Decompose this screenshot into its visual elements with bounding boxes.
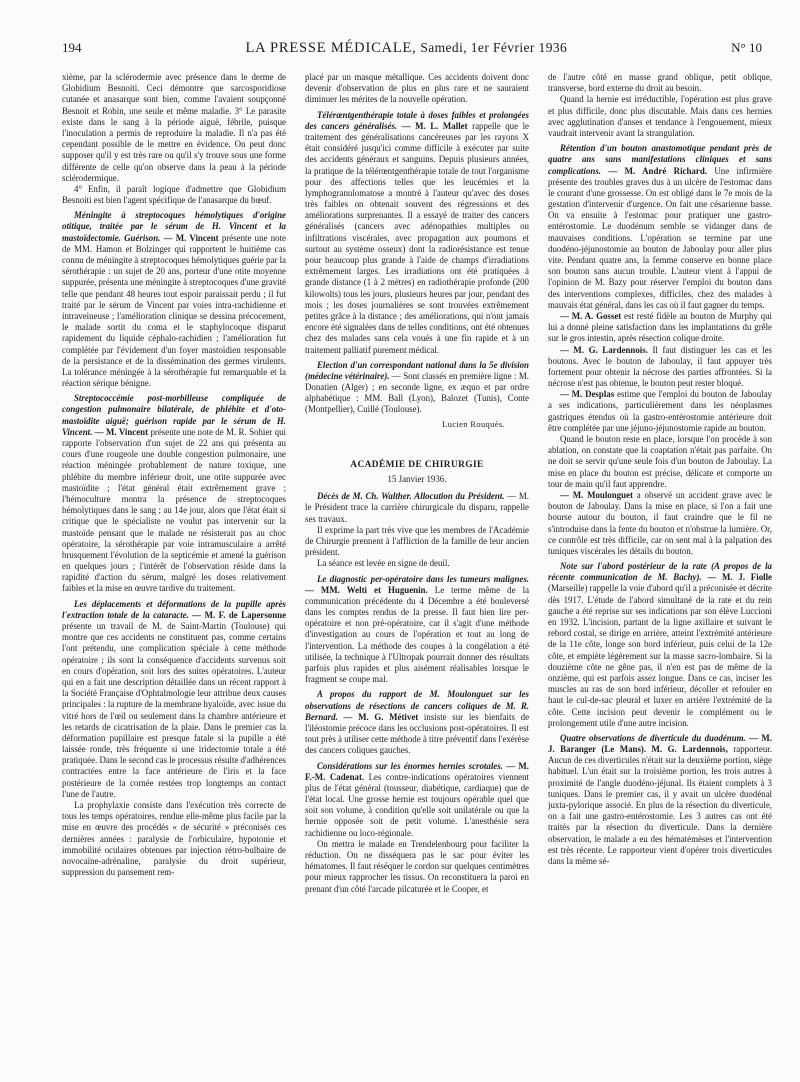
paragraph: Quand la hernie est irréductible, l'opération est plus grave et plus difficile, donc plus discutable. Mais dans ces hernies avec agglutination d'anses et tendance à l'engouement, mieux vaudrait intervenir avant la strangulation. [548, 94, 772, 138]
article-body: présente un travail de M. de Saint-Martin (Toulouse) qui montre que ces accidents ne constituent pas, comme certains l'ont prétendu, une complication spéciale à cette méthode opératoire ; ils sont la conséquence d'accidents survenus soit en cours d'opération, soit lors des suites opératoires. L'auteur qui en a fait une description détaillée dans un récent rapport à la Société Française d'Ophtalmologie leur attribue deux causes principales : la rupture de la membrane hyaloïde, avec issue du vitré hors de l'œil ou seulement dans la chambre antérieure et les retards de cicatrisation de la plaie. Dans le premier cas la déformation pupillaire est presque fatale si la pupille a été laissée ronde, très fréquente si une iridectomie totale a été pratiquée. Dans le second cas le processus résulte d'adhérences contractées entre la face antérieure de l'iris et la face postérieure de la cornée restées trop longtemps au contact l'une de l'autre. [62, 621, 286, 799]
article-bouton [548, 143, 772, 311]
article-diagnostic [305, 574, 529, 686]
header-title [245, 40, 567, 57]
issue-number: N° 10 [731, 40, 762, 55]
journal-name: LA PRESSE MÉDICALE, [245, 40, 417, 56]
article-cataracte [62, 599, 286, 800]
article-diverticule [548, 733, 772, 867]
speaker: — M. G. Lardennois. [560, 344, 648, 355]
paragraph-text: a observé un accident grave avec le bouton de Jaboulay. Dans la mise en place, si l'on a fait une bourse autour du bouton, il faut craindre que le fil ne s'introduise dans la fente du bouton et n'obstrue la lumière. Or, ce contrôle est très difficile, car on sent mal à la palpation des tuniques viscérales les détails du bouton. [548, 489, 772, 556]
article-meningite [62, 210, 286, 389]
article-title: Streptococcémie post-morbilleuse compliquée de congestion pulmonaire bilatérale, de phlébite et d'oto-mastoïdite aiguë; guérison rapide par le sérum de H. Vincent. [62, 393, 286, 437]
article-teleroentgentherapie [305, 110, 529, 356]
article-author: — MM. Welti et Huguenin. [305, 584, 428, 595]
article-election [305, 360, 529, 416]
article-author: — M. Vincent [94, 426, 149, 437]
article-author: — M. André Richard. [608, 165, 707, 176]
paragraph-text: est resté fidèle au bouton de Murphy qui lui a donné pleine satisfaction dans les implantations du grêle sur le gros intestin, après résection colique droite. [548, 310, 772, 344]
article-title: Les déplacements et déformations de la pupille après l'extraction totale de la cataracte. [62, 598, 286, 620]
article-body: Une infirmière présente des troubles graves dus à un ulcère de l'estomac dans le courant d'une grossesse. On est obligé dans le 7e mois de la gestation d'intervenir d'urgence. On fait une césarienne basse. On va ensuite à l'estomac pour pratiquer une gastro-entérostomie. Le duodénum semble se vidanger dans de mauvaises conditions. L'opération se termine par une duodéno-jéjunostomie au bouton de Jaboulay pour aller plus vite. Pendant quatre ans, la femme conserve en bonne place son bouton sans aucun trouble. L'auteur vient à l'appui de l'opinion de M. Bazy pour réserver l'emploi du bouton dans des interventions complexes, difficiles, chez des malades à mauvais état général, dans les cas où il faut gagner du temps. [548, 165, 772, 310]
article-body: Le terme même de la communication précédente du 4 Décembre a été bouleversé dans les comptes rendus de la presse. Il faut bien lire per-opératoire et non pré-opératoire, car il s'agit d'une méthode d'investigation au cours de l'opération et tout au long de l'intervention. La méthode des coupes à la congélation a été utilisée, la technique à l'Ultropak pourrait donner des résultats parfois plus rapides et plus aisément réalisables lorsque le fragment se coupe mal. [305, 584, 529, 685]
speaker: — M. Moulonguet [560, 489, 633, 500]
paragraph: placé par un masque métallique. Ces accidents doivent donc devenir d'observation de plus en plus rare et ne sauraient diminuer les mérites de la nouvelle opération. [305, 72, 529, 105]
page-header [62, 40, 762, 66]
text-columns [62, 72, 772, 1072]
paragraph [548, 345, 772, 390]
article-hernies [305, 761, 529, 839]
paragraph [548, 389, 772, 434]
article-body: (Marseille) rappelle la voie d'abord qu'il a préconisée et décrite dès 1917. L'étude de l'abord simultané de la rate et du rein gauche a été reprise sur ses indications par son élève Luccioni en 1932. L'incision, partant de la ligne axillaire et suivant le rebord costal, se dirige en arrière, atteint l'extrémité antérieure de la 11e côte, longe son bord inférieur, puis celui de la 12e côte, et empiète légèrement sur la masse sacro-lombaire. Si la douzième côte ne gêne pas, il n'en est pas de même de la onzième, qui est parfois assez longue. Dans ce cas, inciser les muscles au ras de son bord inférieur, décoller et refouler en haut le cul-de-sac pleural et luxer en arrière l'extrémité de la côte. Cette incision peut devenir le complément ou le prolongement utile d'une autre incision. [548, 583, 772, 728]
article-deces [305, 491, 529, 525]
paragraph: de l'autre côté en masse grand oblique, petit oblique, transverse, bord externe du droit au besoin. [548, 72, 772, 94]
article-streptococcemie [62, 393, 286, 594]
article-body: Les contre-indications opératoires viennent plus de l'état général (tousseur, diabétique, cardiaque) que de l'état local. Une grosse hernie est toujours opérable quel que soit son volume, à condition qu'elle soit unilatérale ou que la hernie opposée soit de petit volume. L'anesthésie sera rachidienne ou loco-régionale. [305, 771, 529, 838]
page-number: 194 [62, 40, 82, 55]
paragraph: xième, par la sclérodermie avec présence dans le derme de Globidium Besnoiti. Ceci démontre que sarcosporidiose cutanée et anasarque sont bien, comme l'avaient soupçonné Besnoit et Robin, une seule et même maladie. 3° Le parasite existe dans le sang à la période aiguë, fébrile, puisque l'inoculation a permis de reproduire la maladie. Il n'a pas été cependant possible de le mettre en évidence. On peut donc supposer qu'il y est très rare ou qu'il s'y trouve sous une forme différente de celle qu'on observe dans la peau à la période sclérodermique. [62, 72, 286, 183]
paragraph [548, 490, 772, 557]
article-title: Le diagnostic per-opératoire dans les tumeurs malignes. [317, 573, 529, 584]
article-author: — M. J. Fiolle [707, 572, 772, 583]
paragraph-text: estime que l'emploi du bouton de Jaboulay a ses indications, particulièrement dans les néoplasmes gastriques étendus où la gastro-entérostomie antérieure doit être complétée par une jéjuno-jéjunostomie rapide au bouton. [548, 389, 772, 433]
article-author: — M. L. Mallet [401, 120, 468, 131]
paragraph: On mettra le malade en Trendelenbourg pour faciliter la réduction. On ne disséquera pas le sac pour éviter les hématomes. Il faut réséquer le cordon sur quelques centimètres pour mieux rapprocher les tissus. On reconstituera la paroi en prenant d'un côté l'arcade pilcaturée et le Cooper, et [305, 838, 529, 894]
article-body: insiste sur les bienfaits de l'iléostomie précoce dans les occlusions post-opératoires. Il est tout près à utiliser cette méthode à titre préventif dans l'exérèse des cancers coliques gauches. [305, 711, 529, 756]
article-body: rappelle que le traitement des généralisations cancéreuses par les rayons X était considéré jusqu'ici comme difficile à exécuter par suite des accidents généraux et sanguins. Depuis plusieurs années, la pratique de la télérœntgenthérapie totale de tout l'organisme pour des affections telles que les leucémies et la lymphogranulomatose a montré à l'auteur qu'avec des doses très faibles on obtenait souvent des régressions et des améliorations surprenantes. Il a essayé de traiter des cancers généralisés (cancers avec adénopathies multiples ou infiltrations viscérales, avec propagation aux poumons et surtout au système osseux) dont la radiorésistance est tenue pour beaucoup plus grande à l'aide de champs d'irradiations extrêmement larges. Les irradiations ont été pratiquées à grande distance (1 à 2 mètres) en radiothérapie profonde (200 kilowolts) tous les jours, plusieurs heures par jour, pendant des mois ; les doses journalières se sont trouvées extrêmement petites grâce à la distance ; des améliorations, qui n'ont jamais encore été signalées dans de telles conditions, ont été obtenues chez des malades sans cela voués à une fin rapide et à un traitement palliatif purement médical. [305, 120, 529, 355]
section-heading: ACADÉMIE DE CHIRURGIE [350, 459, 484, 470]
article-body: — Sont classés en première ligne : M. Donatien (Alger) ; en seconde ligne, ex æquo et par ordre alphabétique : MM. Ball (Lyon), Balozet (Tunis), Conte (Montpellier), Cuillé (Toulouse). [305, 370, 529, 415]
paragraph [548, 311, 772, 345]
article-body: présente une note de M. R. Sohier qui rapporte l'observation d'un sujet de 22 ans qui présenta au cours d'une rougeole une double congestion pulmonaire, une réaction méningée probablement de nature toxique, une phlébite du membre inférieur droit, une otite suppurée avec mastoïdite ; l'état général était extrêmement grave ; l'hémoculture montra la présence de streptocoques hémolytiques dans le sang ; au 14e jour, alors que l'état était si critique que le spécialiste ne voulut pas intervenir sur la mastoïde pensant que le malade ne résisterait pas au choc opératoire, la sérothérapie par voie intramusculaire a arrêté brusquement l'évolution de la septicémie et amené la guérison en quelques jours ; l'intérêt de l'observation réside dans la rapidité d'action du sérum, malgré les doses relativement faibles et la mise en œuvre tardive du traitement. [62, 426, 286, 594]
column-1 [62, 72, 286, 1072]
article-title: Election d'un correspondant national dans la 5e division (médecine vétérinaire). [305, 359, 529, 381]
issue-date: Samedi, 1er Février 1936 [420, 40, 568, 55]
article-author: — M. Vincent [163, 232, 219, 243]
paragraph: Il exprime la part très vive que les membres de l'Académie de Chirurgie prennent à l'affliction de la famille de leur ancien président. [305, 524, 529, 558]
article-title: Télérœntgenthérapie totale à doses faibles et prolongées des cancers généralisés. [305, 109, 529, 131]
paragraph: Quand le bouton reste en place, lorsque l'on procède à son ablation, on constate que la coaptation n'était pas parfaite. On ne doit se servir qu'une seule fois d'un bouton de Jaboulay. La mise en place du bouton est précise, délicate et comporte un tour de main qu'il faut apprendre. [548, 434, 772, 489]
speaker: — M. Desplas [560, 389, 615, 400]
article-title: Décès de M. Ch. Walther. Allocution du Président. [317, 491, 505, 502]
article-title: Rétention d'un bouton anastomotique pendant près de quatre ans sans manifestations cliniques et sans complications. [548, 143, 772, 176]
article-title: Note sur l'abord postérieur de la rate (A propos de la récente communication de M. Bachy). [548, 561, 772, 583]
article-title: A propos du rapport de M. Moulonguet sur les observations de résections de cancers coliques de M. R. Bernard. [305, 689, 529, 722]
column-2 [305, 72, 529, 1072]
article-author: — M. F.-M. Cadenat. [305, 760, 529, 782]
article-title: Considérations sur les énormes hernies scrotales. [317, 760, 503, 771]
article-body: rapporteur. Aucun de ces diverticules n'était sur la deuxième portion, siège habituel. L'un était sur la troisième portion, les trois autres à proximité de l'angle duodéno-jéjunal. Ils étaient complets à 3 tuniques. Dans le premier cas, il y avait un ulcère duodénal juxta-pylorique associé. En plus de la résection du diverticule, on a fait une gastro-entérostomie. Les 3 autres cas ont été traités par la résection du diverticule. Dans la dernière observation, le malade a eu des hématémèses et l'intervention est très récente. Le rapporteur vient d'opérer trois diverticules dans la même sé- [548, 744, 772, 866]
paragraph: La prophylaxie consiste dans l'exécution très correcte de tous les temps opératoires, rendue elle-même plus facile par la mise en œuvre des procédés « de sécurité » préconisés ces dernières années : paralysie de l'orbiculaire, hypotonie et immobilité oculaires obtenues par injection rétro-bulbaire de novocaïne-adrénaline, paralysie du droit supérieur, suppression du pansement rem- [62, 800, 286, 878]
paragraph-text: Il faut distinguer les cas et les boutons. Avec le bouton de Jaboulay, il faut appuyer très fortement pour obtenir la nécrose des parties affrontées. Si la nécrose n'est pas obtenue, le bouton peut rester bloqué. [548, 344, 772, 389]
paragraph: La séance est levée en signe de deuil. [317, 558, 450, 569]
article-author: — M. F. de Lapersonne [192, 609, 286, 620]
speaker: — M. A. Gosset [560, 310, 622, 321]
article-body: — M. le Président trace la carrière chirurgicale du disparu, rappelle ses travaux. [305, 491, 529, 524]
article-title: Méningite à streptocoques hémolytiques d'origine otitique, traitée par le sérum de H. Vincent et la mastoïdectomie. Guérison. [62, 210, 286, 243]
article-title: Quatre observations de diverticule du duodénum. [560, 732, 746, 743]
paragraph: 4° Enfin, il paraît logique d'admettre que Globidium Besnoiti est bien l'agent spécifique de l'anasarque du bœuf. [62, 183, 286, 206]
article-body: présente une note de MM. Hamon et Bolzinger qui rapportent le huitième cas connu de méningite à streptocoques hémolytiques guérie par la sérothérapie : un sujet de 20 ans, porteur d'une otite moyenne suppurée, présenta une méningite à streptocoques d'une gravité telle que pendant 48 heures tout espoir paraissait perdu ; il fut traité par le sérum de Vincent par voies intra-rachidienne et intraveineuse ; l'amélioration clinique se dessina précocement, le malade sortit du coma et le staphylocoque disparut rapidement du liquide céphalo-rachidien ; l'amélioration fut complétée par l'évidement d'un foyer mastoïdien responsable de la persistance et de la dissémination des germes virulents. La tolérance méningée à la sérothérapie fut remarquable et la réaction sérique bénigne. [62, 232, 286, 389]
article-rate [548, 561, 772, 729]
article-author: — M. G. Métivet [343, 711, 419, 722]
article-resections [305, 689, 529, 756]
signature: Lucien Rouquès. [442, 419, 505, 429]
section-date: 15 Janvier 1936. [387, 474, 447, 484]
column-3 [548, 72, 772, 1072]
article-author: — M. J. Baranger (Le Mans). M. G. Lardennois, [548, 732, 772, 755]
